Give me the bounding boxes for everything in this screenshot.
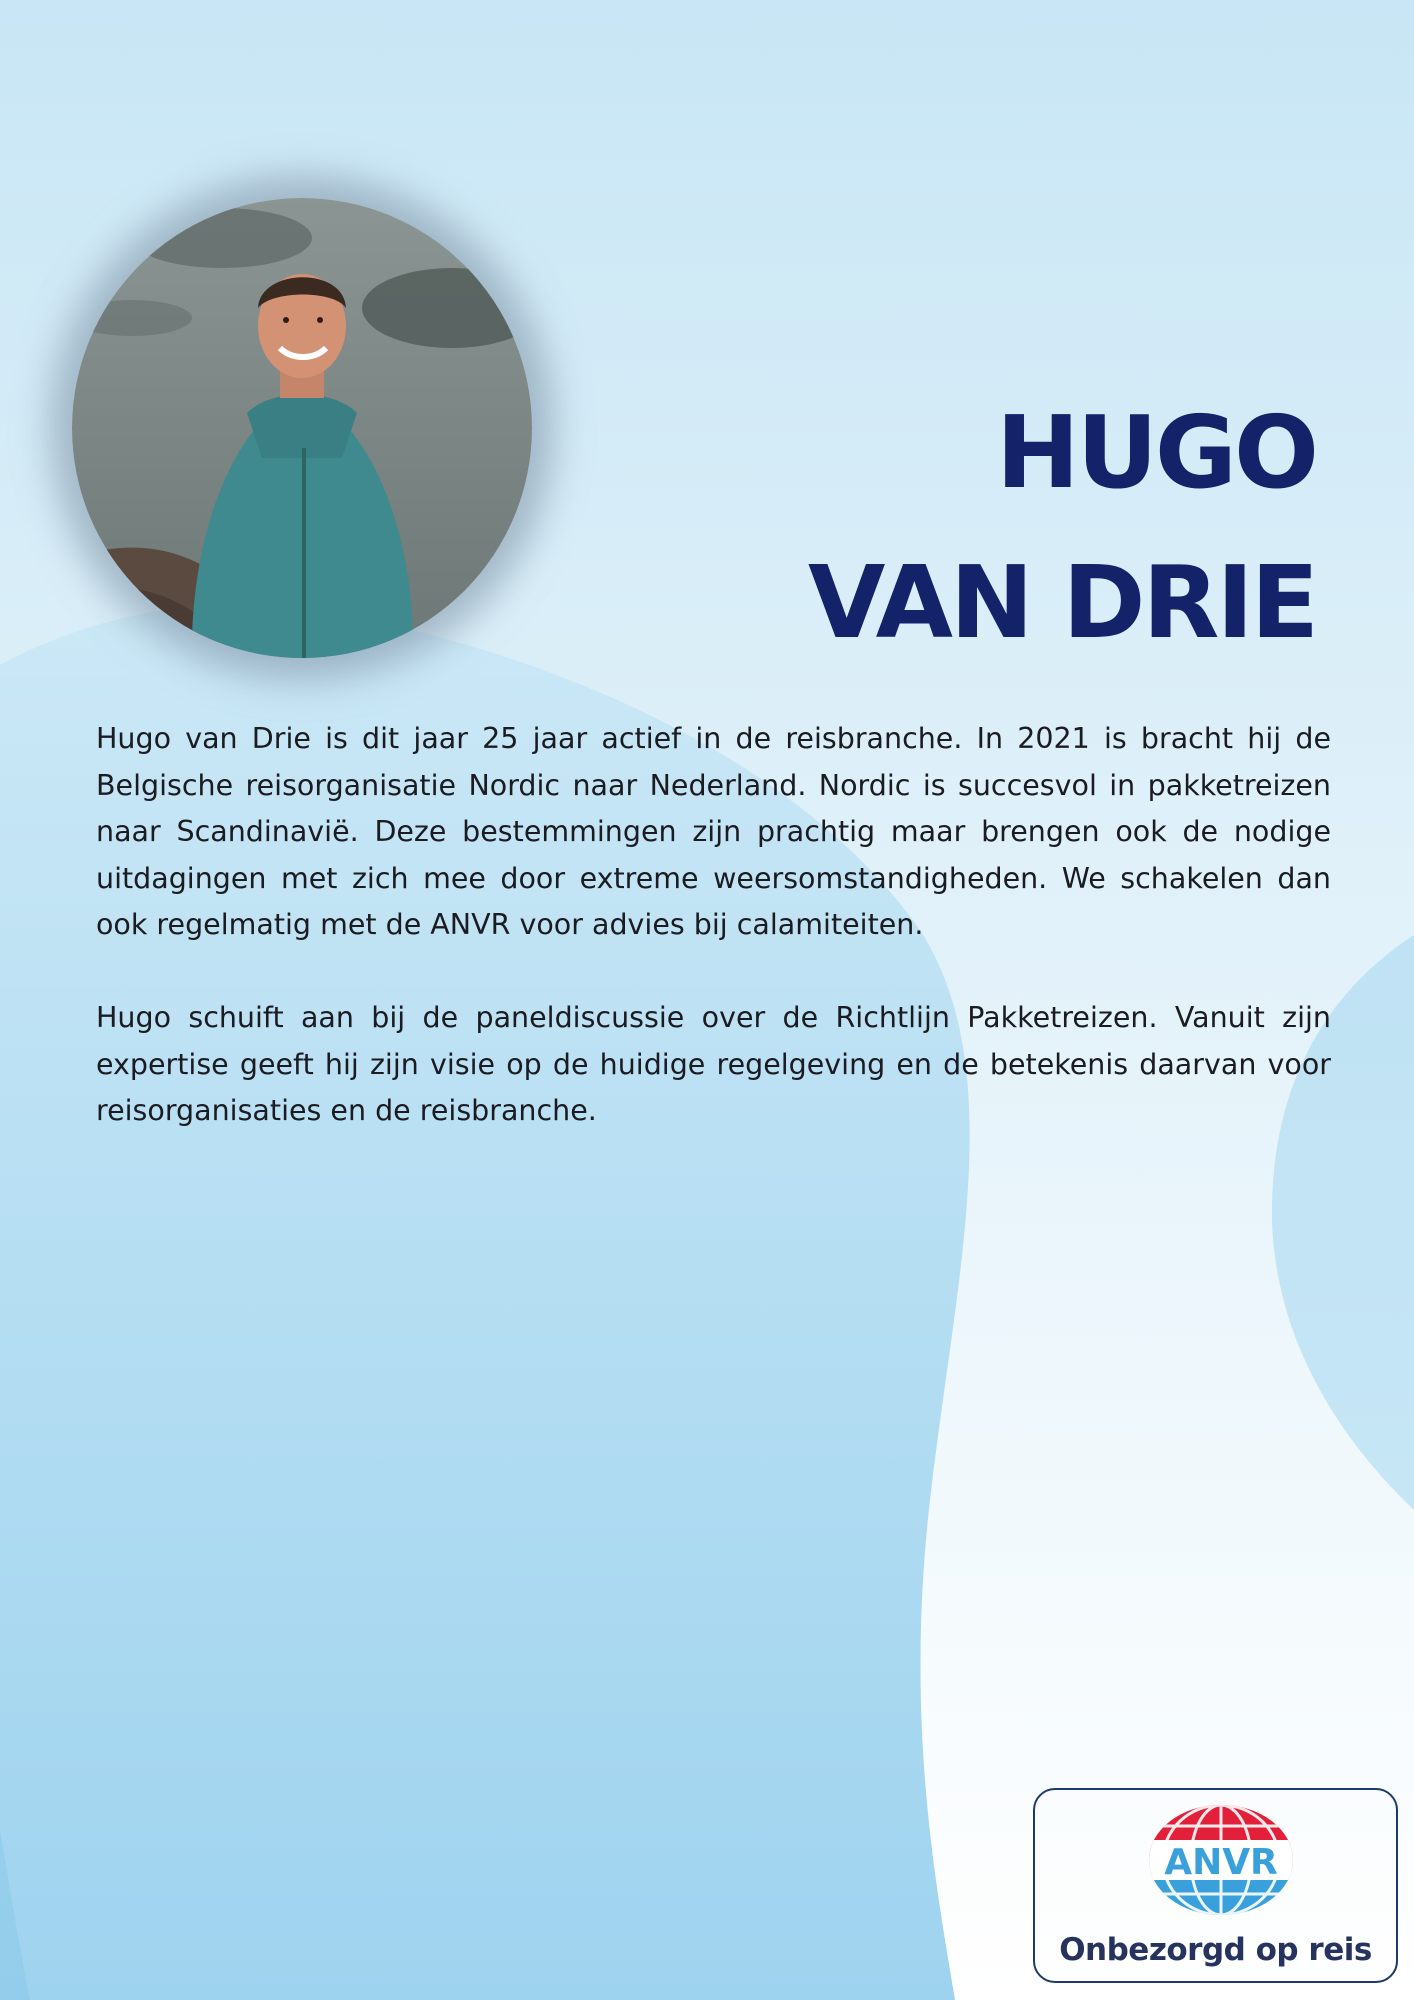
name-heading-line2: VAN DRIE [807, 544, 1316, 661]
anvr-logo [1148, 1804, 1294, 1916]
name-heading-line1: HUGO [996, 394, 1316, 511]
bio-paragraph: Hugo schuift aan bij de paneldiscussie over de Richtlijn Pakketreizen. Vanuit zijn expertise geeft hij zijn visie op de huidige regelgeving en de betekenis daarvan voor reisorganisaties en de reisbranche. [96, 1001, 1331, 1127]
anvr-logo-text: ANVR [1164, 1842, 1278, 1883]
bio-paragraph: Hugo van Drie is dit jaar 25 jaar actief in de reisbranche. In 2021 is bracht hij de Belgische reisorganisatie Nordic naar Nederland. Nordic is succesvol in pakketreizen naar Scandinavië. Deze bestemmingen zijn prachtig maar brengen ook de nodige uitdagingen met zich mee door extreme weersomstandigheden. We schakelen dan ook regelmatig met de ANVR voor advies bij calamiteiten. [96, 722, 1331, 941]
tagline: Onbezorgd op reis [1059, 1932, 1372, 1968]
bio-text [96, 716, 1331, 1181]
profile-photo [72, 198, 532, 658]
anvr-badge [1033, 1788, 1398, 1983]
